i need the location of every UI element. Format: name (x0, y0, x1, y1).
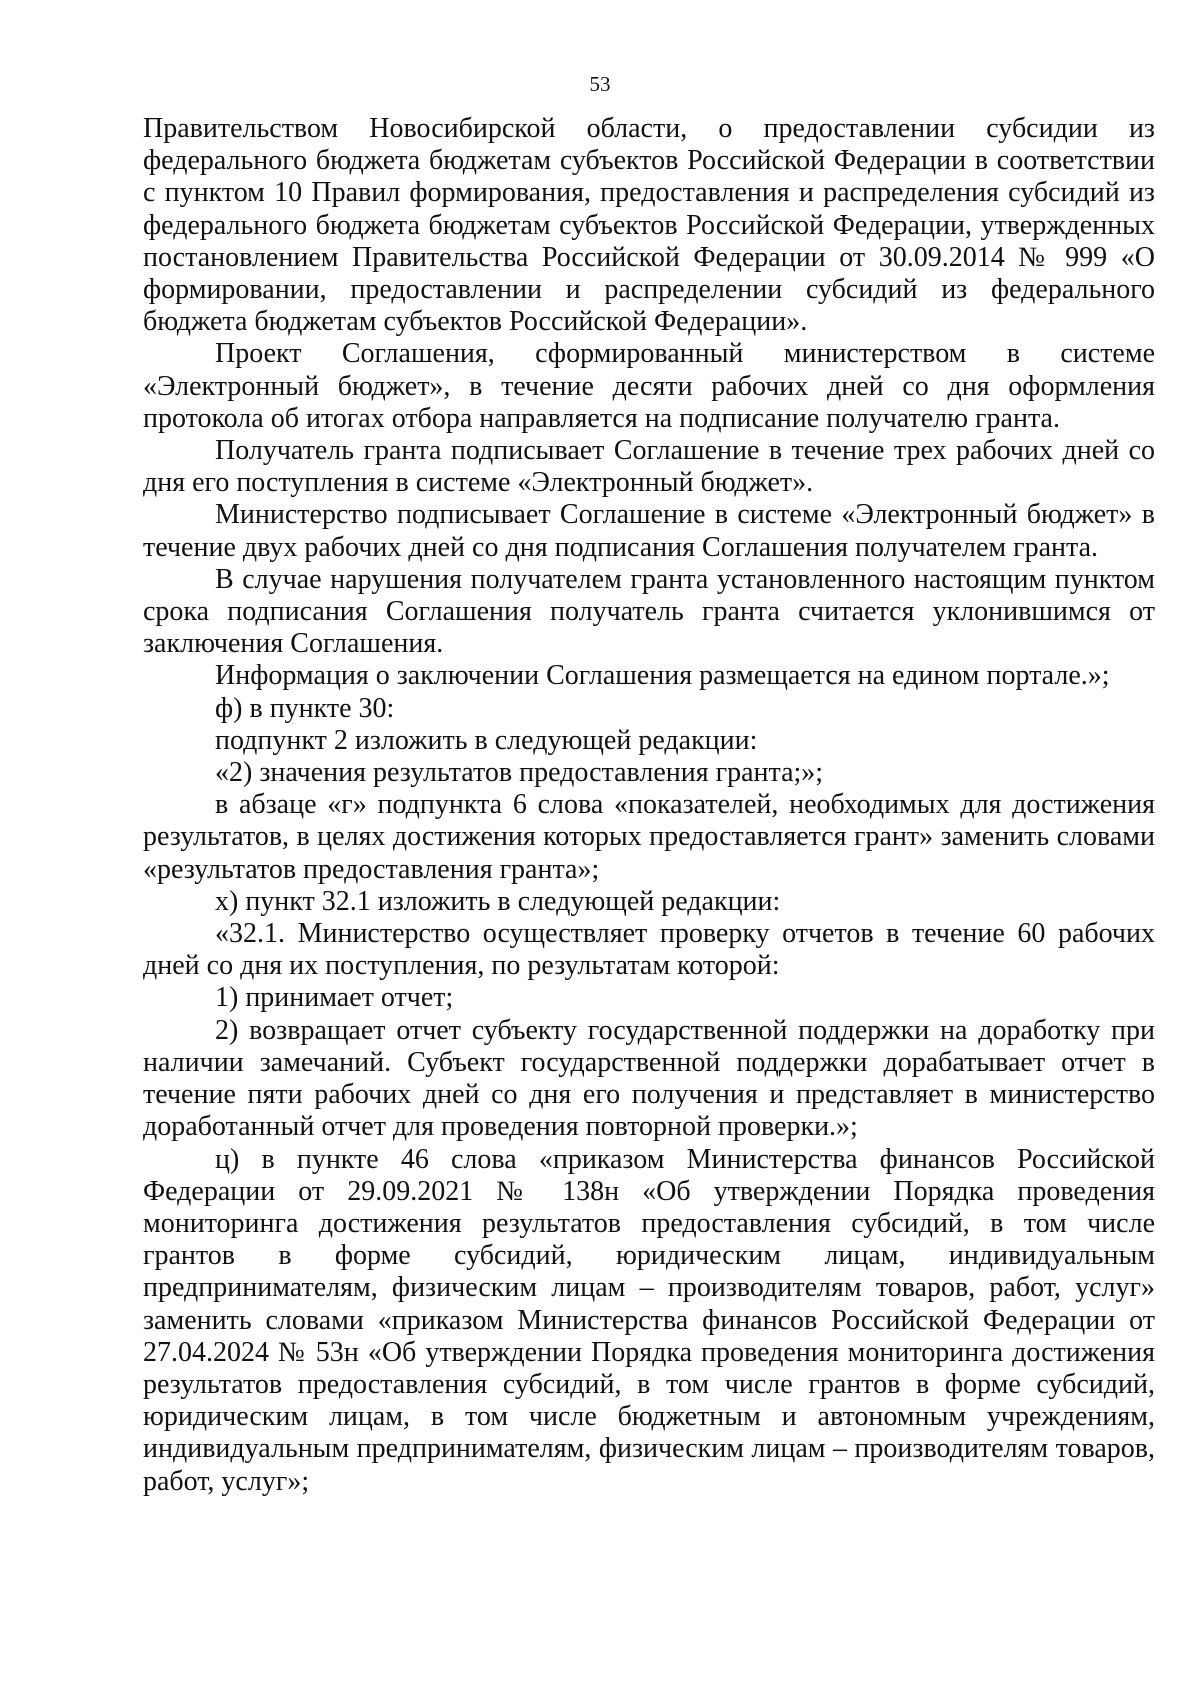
paragraph: «2) значения результатов предоставления гранта;»; (215, 757, 824, 789)
paragraph: Информация о заключении Соглашения размещается на едином портале.»; (215, 660, 1110, 692)
paragraph: Правительством Новосибирской области, о предоставлении субсидии из федерального бюджета бюджетам субъектов Российской Федерации в соответствии с пунктом 10 Правил формирования, предоставления и распределения субсидий из федерального бюджета бюджетам субъектов Российской Федерации, утвержденных постановлением Правительства Российской Федерации от 30.09.2014 № 999 «О формировании, предоставлении и распределении субсидий из федерального бюджета бюджетам субъектов Российской Федерации». (143, 113, 1155, 338)
paragraph: Проект Соглашения, сформированный министерством в системе «Электронный бюджет», в течение десяти рабочих дней со дня оформления протокола об итогах отбора направляется на подписание получателю гранта. (143, 338, 1155, 434)
paragraph: х) пункт 32.1 изложить в следующей редакции: (215, 885, 781, 917)
paragraph: 1) принимает отчет; (215, 982, 454, 1014)
document-body (143, 113, 1155, 1498)
paragraph: подпункт 2 изложить в следующей редакции: (215, 724, 758, 756)
paragraph: в абзаце «г» подпункта 6 слова «показателей, необходимых для достижения результатов, в целях достижения которых предоставляется грант» заменить словами «результатов предоставления гранта»; (143, 789, 1155, 885)
paragraph: Министерство подписывает Соглашение в системе «Электронный бюджет» в течение двух рабочих дней со дня подписания Соглашения получателем гранта. (143, 499, 1155, 563)
paragraph: Получатель гранта подписывает Соглашение в течение трех рабочих дней со дня его поступления в системе «Электронный бюджет». (143, 435, 1155, 499)
paragraph: ц) в пункте 46 слова «приказом Министерства финансов Российской Федерации от 29.09.2021 № 138н «Об утверждении Порядка проведения мониторинга достижения результатов предоставления субсидий, в том числе грантов в форме субсидий, юридическим лицам, индивидуальным предпринимателям, физическим лицам – производителям товаров, работ, услуг» заменить словами «приказом Министерства финансов Российской Федерации от 27.04.2024 № 53н «Об утверждении Порядка проведения мониторинга достижения результатов предоставления субсидий, в том числе грантов в форме субсидий, юридическим лицам, в том числе бюджетным и автономным учреждениям, индивидуальным предпринимателям, физическим лицам – производителям товаров, работ, услуг»; (143, 1143, 1155, 1497)
paragraph: ф) в пункте 30: (215, 692, 395, 724)
page-number: 53 (589, 72, 611, 96)
paragraph: В случае нарушения получателем гранта установленного настоящим пунктом срока подписания Соглашения получатель гранта считается уклонившимся от заключения Соглашения. (143, 563, 1155, 660)
paragraph: «32.1. Министерство осуществляет проверку отчетов в течение 60 рабочих дней со дня их поступления, по результатам которой: (143, 918, 1155, 982)
paragraph: 2) возвращает отчет субъекту государственной поддержки на доработку при наличии замечаний. Субъект государственной поддержки дорабатывает отчет в течение пяти рабочих дней со дня его получения и представляет в министерство доработанный отчет для проведения повторной проверки.»; (143, 1014, 1155, 1143)
